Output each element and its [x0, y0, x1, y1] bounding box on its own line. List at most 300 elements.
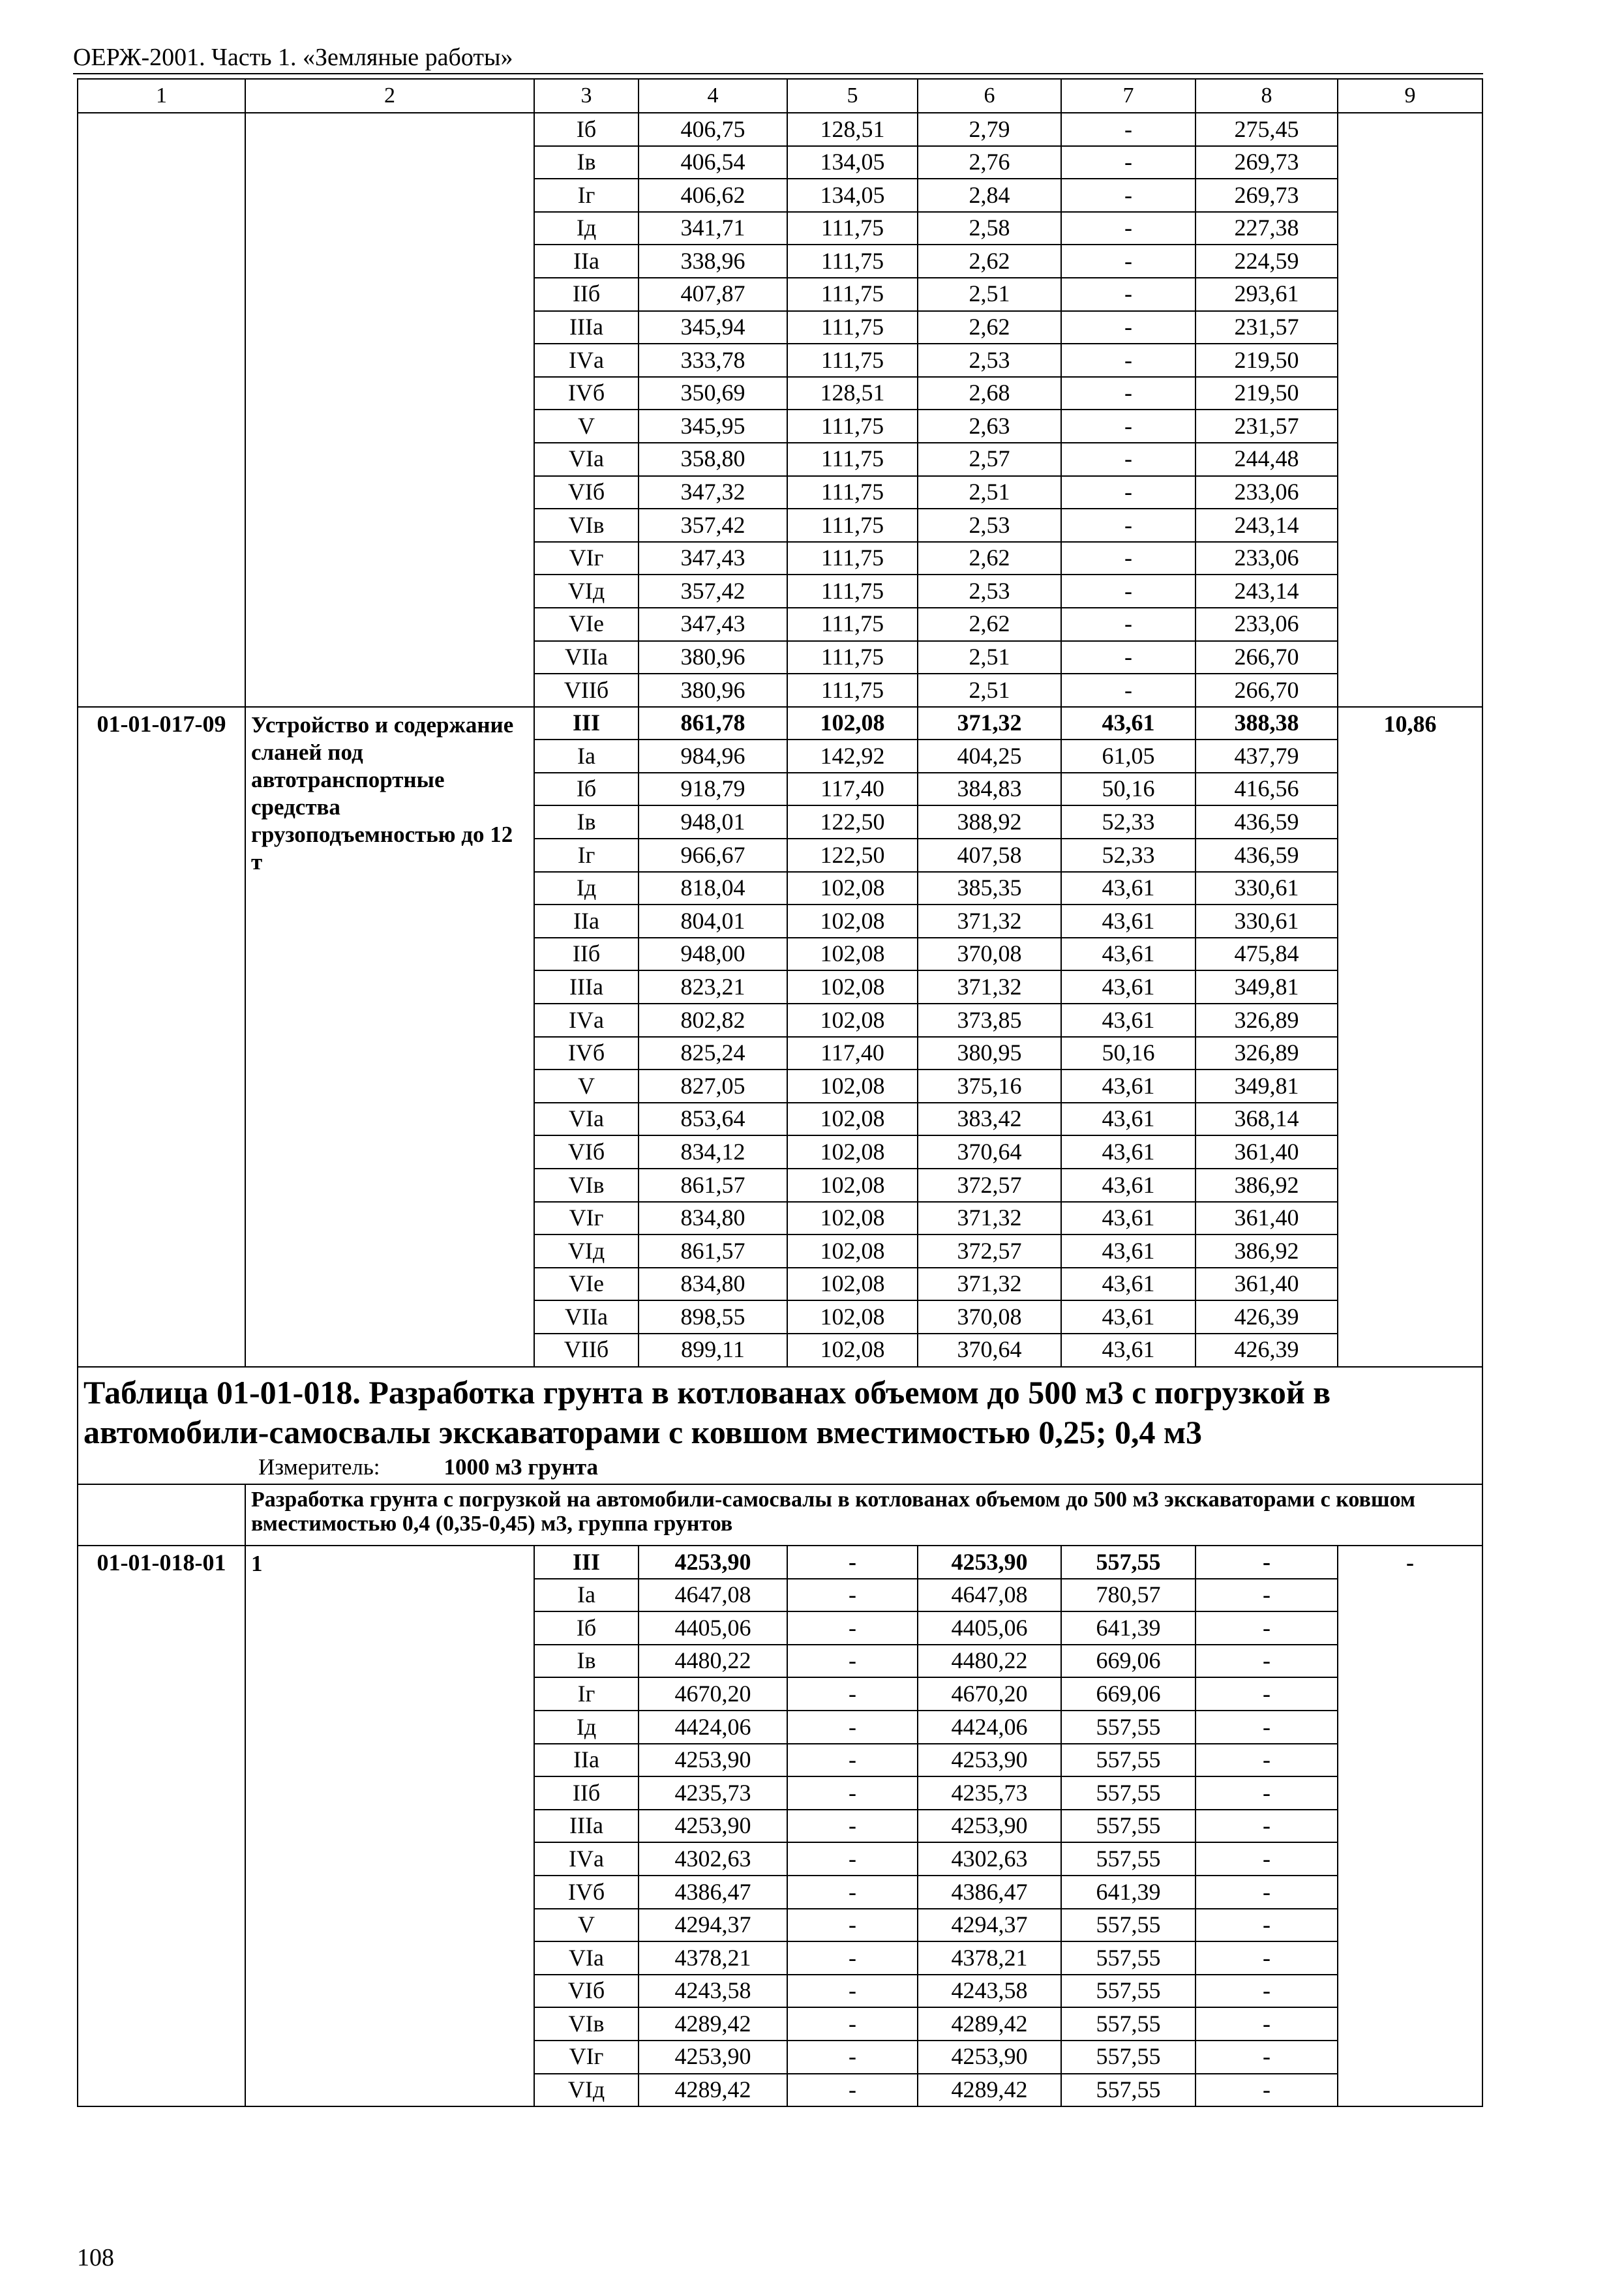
- value-cell: 347,32: [639, 476, 787, 509]
- value-cell: -: [1195, 1941, 1338, 1975]
- soil-group-cell: Iд: [534, 1711, 639, 1744]
- value-cell: 4243,58: [639, 1975, 787, 2008]
- value-cell: 2,62: [918, 245, 1061, 278]
- value-cell: 111,75: [787, 575, 918, 608]
- table-row: [78, 1546, 1482, 1579]
- value-cell: 834,80: [639, 1268, 787, 1301]
- soil-group-cell: Iв: [534, 146, 639, 179]
- item-code-cell: [78, 113, 245, 707]
- value-cell: 802,82: [639, 1004, 787, 1037]
- value-cell: 345,95: [639, 410, 787, 443]
- value-cell: 231,57: [1195, 410, 1338, 443]
- value-cell: 2,57: [918, 443, 1061, 476]
- value-cell: 669,06: [1061, 1677, 1195, 1711]
- soil-group-cell: IVа: [534, 1004, 639, 1037]
- value-cell: 102,08: [787, 1268, 918, 1301]
- value-cell: 350,69: [639, 377, 787, 410]
- value-cell: 111,75: [787, 278, 918, 311]
- value-cell: 2,51: [918, 674, 1061, 707]
- soil-group-cell: Iб: [534, 773, 639, 806]
- rates-table: [77, 78, 1483, 2107]
- value-cell: 899,11: [639, 1334, 787, 1367]
- value-cell: 330,61: [1195, 872, 1338, 905]
- value-cell: 4289,42: [639, 2074, 787, 2107]
- value-cell: 557,55: [1061, 2007, 1195, 2041]
- value-cell: 122,50: [787, 805, 918, 839]
- value-cell: 4647,08: [639, 1579, 787, 1612]
- value-cell: 823,21: [639, 970, 787, 1004]
- value-cell: 834,12: [639, 1135, 787, 1169]
- value-cell: 50,16: [1061, 773, 1195, 806]
- value-cell: 266,70: [1195, 641, 1338, 674]
- value-cell: 2,53: [918, 575, 1061, 608]
- value-cell: 557,55: [1061, 2041, 1195, 2074]
- value-cell: 128,51: [787, 377, 918, 410]
- value-cell: 371,32: [918, 905, 1061, 938]
- soil-group-cell: V: [534, 1070, 639, 1103]
- value-cell: 2,76: [918, 146, 1061, 179]
- value-cell: 386,92: [1195, 1234, 1338, 1268]
- value-cell: 233,06: [1195, 476, 1338, 509]
- value-cell: 102,08: [787, 1169, 918, 1202]
- value-cell: 557,55: [1061, 1909, 1195, 1942]
- value-cell: 818,04: [639, 872, 787, 905]
- value-cell: 43,61: [1061, 872, 1195, 905]
- value-cell: 111,75: [787, 608, 918, 641]
- value-cell: 361,40: [1195, 1202, 1338, 1235]
- value-cell: -: [1195, 1975, 1338, 2008]
- value-cell: 347,43: [639, 608, 787, 641]
- value-cell: 102,08: [787, 905, 918, 938]
- value-cell: 557,55: [1061, 1842, 1195, 1876]
- value-cell: 2,63: [918, 410, 1061, 443]
- value-cell: 102,08: [787, 1234, 918, 1268]
- value-cell: 404,25: [918, 740, 1061, 773]
- value-cell: 4253,90: [918, 1546, 1061, 1579]
- value-cell: 111,75: [787, 509, 918, 542]
- value-cell: 102,08: [787, 1103, 918, 1136]
- value-cell: 219,50: [1195, 377, 1338, 410]
- value-cell: 111,75: [787, 344, 918, 377]
- value-cell: 4289,42: [918, 2007, 1061, 2041]
- value-cell: 4235,73: [639, 1776, 787, 1810]
- soil-group-cell: IIIа: [534, 311, 639, 344]
- col9-cell: [1338, 113, 1482, 707]
- value-cell: 861,57: [639, 1234, 787, 1268]
- soil-group-cell: VIг: [534, 1202, 639, 1235]
- value-cell: 102,08: [787, 1300, 918, 1334]
- column-number-cell: 7: [1061, 79, 1195, 113]
- value-cell: 4302,63: [918, 1842, 1061, 1876]
- value-cell: 388,92: [918, 805, 1061, 839]
- soil-group-cell: VIе: [534, 1268, 639, 1301]
- col9-cell: -: [1338, 1546, 1482, 2106]
- value-cell: 918,79: [639, 773, 787, 806]
- value-cell: 380,95: [918, 1037, 1061, 1070]
- value-cell: 111,75: [787, 674, 918, 707]
- value-cell: -: [1061, 146, 1195, 179]
- soil-group-cell: VIа: [534, 1941, 639, 1975]
- value-cell: 2,68: [918, 377, 1061, 410]
- value-cell: 557,55: [1061, 1546, 1195, 1579]
- value-cell: 326,89: [1195, 1004, 1338, 1037]
- value-cell: 275,45: [1195, 113, 1338, 146]
- value-cell: 370,08: [918, 938, 1061, 971]
- value-cell: 436,59: [1195, 839, 1338, 872]
- value-cell: 43,61: [1061, 707, 1195, 740]
- soil-group-cell: III: [534, 1546, 639, 1579]
- value-cell: 948,00: [639, 938, 787, 971]
- soil-group-cell: IIа: [534, 245, 639, 278]
- value-cell: 61,05: [1061, 740, 1195, 773]
- value-cell: -: [1061, 344, 1195, 377]
- table-title-cell: [78, 1367, 1482, 1485]
- value-cell: -: [787, 2041, 918, 2074]
- soil-group-cell: VIд: [534, 2074, 639, 2107]
- value-cell: 372,57: [918, 1169, 1061, 1202]
- soil-group-cell: Iд: [534, 872, 639, 905]
- value-cell: 861,78: [639, 707, 787, 740]
- value-cell: -: [1195, 1744, 1338, 1777]
- value-cell: 4647,08: [918, 1579, 1061, 1612]
- value-cell: -: [1061, 575, 1195, 608]
- measure-label: Измеритель:: [258, 1454, 380, 1480]
- table-row: [78, 113, 1482, 146]
- value-cell: 371,32: [918, 1202, 1061, 1235]
- soil-group-cell: IIIа: [534, 970, 639, 1004]
- value-cell: 406,75: [639, 113, 787, 146]
- value-cell: 43,61: [1061, 905, 1195, 938]
- value-cell: 4302,63: [639, 1842, 787, 1876]
- value-cell: 804,01: [639, 905, 787, 938]
- value-cell: 437,79: [1195, 740, 1338, 773]
- value-cell: 358,80: [639, 443, 787, 476]
- value-cell: 371,32: [918, 707, 1061, 740]
- value-cell: -: [787, 1579, 918, 1612]
- value-cell: 349,81: [1195, 1070, 1338, 1103]
- value-cell: -: [1061, 212, 1195, 245]
- value-cell: 370,64: [918, 1334, 1061, 1367]
- soil-group-cell: Iг: [534, 1677, 639, 1711]
- soil-group-cell: VIIа: [534, 641, 639, 674]
- value-cell: 669,06: [1061, 1645, 1195, 1678]
- value-cell: 385,35: [918, 872, 1061, 905]
- value-cell: 2,62: [918, 608, 1061, 641]
- value-cell: 2,79: [918, 113, 1061, 146]
- value-cell: -: [787, 1645, 918, 1678]
- value-cell: 43,61: [1061, 1268, 1195, 1301]
- value-cell: 475,84: [1195, 938, 1338, 971]
- value-cell: 128,51: [787, 113, 918, 146]
- value-cell: 43,61: [1061, 1135, 1195, 1169]
- value-cell: 4378,21: [918, 1941, 1061, 1975]
- value-cell: -: [787, 1776, 918, 1810]
- value-cell: 111,75: [787, 542, 918, 575]
- value-cell: 345,94: [639, 311, 787, 344]
- value-cell: 557,55: [1061, 1941, 1195, 1975]
- value-cell: 357,42: [639, 509, 787, 542]
- value-cell: 2,62: [918, 311, 1061, 344]
- value-cell: 330,61: [1195, 905, 1338, 938]
- value-cell: -: [1061, 608, 1195, 641]
- value-cell: 861,57: [639, 1169, 787, 1202]
- value-cell: 111,75: [787, 311, 918, 344]
- column-number-cell: 4: [639, 79, 787, 113]
- soil-group-cell: IVа: [534, 344, 639, 377]
- table-body: [78, 79, 1482, 2106]
- col9-cell: 10,86: [1338, 707, 1482, 1367]
- value-cell: 43,61: [1061, 1300, 1195, 1334]
- value-cell: 827,05: [639, 1070, 787, 1103]
- value-cell: 4253,90: [639, 1546, 787, 1579]
- value-cell: 102,08: [787, 1070, 918, 1103]
- value-cell: -: [1061, 113, 1195, 146]
- value-cell: 102,08: [787, 1004, 918, 1037]
- value-cell: 406,54: [639, 146, 787, 179]
- value-cell: 4405,06: [918, 1611, 1061, 1645]
- value-cell: 4670,20: [918, 1677, 1061, 1711]
- column-number-row: [78, 79, 1482, 113]
- soil-group-cell: III: [534, 707, 639, 740]
- value-cell: -: [787, 1677, 918, 1711]
- value-cell: -: [1061, 377, 1195, 410]
- value-cell: 341,71: [639, 212, 787, 245]
- value-cell: 111,75: [787, 212, 918, 245]
- value-cell: 111,75: [787, 245, 918, 278]
- value-cell: 368,14: [1195, 1103, 1338, 1136]
- soil-group-cell: Iв: [534, 1645, 639, 1678]
- value-cell: 898,55: [639, 1300, 787, 1334]
- value-cell: 4289,42: [918, 2074, 1061, 2107]
- value-cell: 117,40: [787, 1037, 918, 1070]
- value-cell: 557,55: [1061, 2074, 1195, 2107]
- value-cell: 4253,90: [639, 1810, 787, 1843]
- measure-value: 1000 м3 грунта: [444, 1454, 599, 1480]
- value-cell: 4289,42: [639, 2007, 787, 2041]
- soil-group-cell: Iа: [534, 740, 639, 773]
- value-cell: 641,39: [1061, 1876, 1195, 1909]
- value-cell: -: [1061, 443, 1195, 476]
- soil-group-cell: VIб: [534, 1975, 639, 2008]
- value-cell: 361,40: [1195, 1135, 1338, 1169]
- item-code-cell: 01-01-018-01: [78, 1546, 245, 2106]
- value-cell: 134,05: [787, 179, 918, 212]
- value-cell: 244,48: [1195, 443, 1338, 476]
- soil-group-cell: IIа: [534, 905, 639, 938]
- value-cell: 984,96: [639, 740, 787, 773]
- value-cell: 426,39: [1195, 1300, 1338, 1334]
- empty-cell: [78, 1484, 245, 1546]
- soil-group-cell: VIг: [534, 542, 639, 575]
- page-header-title: ОЕРЖ-2001. Часть 1. «Земляные работы»: [73, 44, 513, 71]
- soil-group-cell: VIв: [534, 509, 639, 542]
- value-cell: 134,05: [787, 146, 918, 179]
- value-cell: 4378,21: [639, 1941, 787, 1975]
- value-cell: 388,38: [1195, 707, 1338, 740]
- value-cell: 361,40: [1195, 1268, 1338, 1301]
- value-cell: -: [787, 1941, 918, 1975]
- soil-group-cell: IVб: [534, 1876, 639, 1909]
- value-cell: 52,33: [1061, 839, 1195, 872]
- soil-group-cell: VIа: [534, 1103, 639, 1136]
- soil-group-cell: Iг: [534, 179, 639, 212]
- item-description-cell: [245, 113, 534, 707]
- value-cell: 383,42: [918, 1103, 1061, 1136]
- value-cell: 371,32: [918, 1268, 1061, 1301]
- value-cell: 853,64: [639, 1103, 787, 1136]
- value-cell: 4405,06: [639, 1611, 787, 1645]
- item-description-cell: Устройство и содержание сланей под автотранспортные средства грузоподъемностью до 12 т: [245, 707, 534, 1367]
- value-cell: 43,61: [1061, 938, 1195, 971]
- value-cell: 266,70: [1195, 674, 1338, 707]
- value-cell: 380,96: [639, 674, 787, 707]
- value-cell: 386,92: [1195, 1169, 1338, 1202]
- value-cell: -: [1195, 1611, 1338, 1645]
- value-cell: -: [1061, 311, 1195, 344]
- value-cell: 333,78: [639, 344, 787, 377]
- value-cell: 436,59: [1195, 805, 1338, 839]
- value-cell: -: [787, 1810, 918, 1843]
- measure-line: [258, 1455, 1477, 1480]
- value-cell: 142,92: [787, 740, 918, 773]
- value-cell: 4294,37: [918, 1909, 1061, 1942]
- column-number-cell: 1: [78, 79, 245, 113]
- value-cell: 966,67: [639, 839, 787, 872]
- item-description-cell: 1: [245, 1546, 534, 2106]
- value-cell: 370,08: [918, 1300, 1061, 1334]
- header-rule: [73, 73, 1483, 74]
- value-cell: 4480,22: [918, 1645, 1061, 1678]
- value-cell: 4235,73: [918, 1776, 1061, 1810]
- value-cell: -: [1195, 1909, 1338, 1942]
- value-cell: 557,55: [1061, 1744, 1195, 1777]
- value-cell: -: [1195, 1579, 1338, 1612]
- value-cell: 380,96: [639, 641, 787, 674]
- value-cell: -: [1195, 1677, 1338, 1711]
- value-cell: 834,80: [639, 1202, 787, 1235]
- soil-group-cell: VIб: [534, 476, 639, 509]
- soil-group-cell: IIб: [534, 1776, 639, 1810]
- value-cell: 2,53: [918, 344, 1061, 377]
- value-cell: 4670,20: [639, 1677, 787, 1711]
- soil-group-cell: IVб: [534, 1037, 639, 1070]
- value-cell: -: [787, 1975, 918, 2008]
- value-cell: 50,16: [1061, 1037, 1195, 1070]
- soil-group-cell: Iв: [534, 805, 639, 839]
- value-cell: 43,61: [1061, 1070, 1195, 1103]
- soil-group-cell: VIIб: [534, 1334, 639, 1367]
- value-cell: 4243,58: [918, 1975, 1061, 2008]
- value-cell: 2,84: [918, 179, 1061, 212]
- value-cell: 102,08: [787, 872, 918, 905]
- value-cell: 43,61: [1061, 1103, 1195, 1136]
- value-cell: 557,55: [1061, 1711, 1195, 1744]
- value-cell: 2,51: [918, 641, 1061, 674]
- value-cell: -: [1061, 245, 1195, 278]
- value-cell: -: [1061, 278, 1195, 311]
- column-number-cell: 6: [918, 79, 1061, 113]
- value-cell: 557,55: [1061, 1776, 1195, 1810]
- soil-group-cell: Iб: [534, 113, 639, 146]
- soil-group-cell: VIв: [534, 1169, 639, 1202]
- value-cell: 243,14: [1195, 575, 1338, 608]
- value-cell: 102,08: [787, 707, 918, 740]
- value-cell: 43,61: [1061, 1004, 1195, 1037]
- value-cell: -: [1061, 509, 1195, 542]
- soil-group-cell: Iг: [534, 839, 639, 872]
- value-cell: 338,96: [639, 245, 787, 278]
- value-cell: 406,62: [639, 179, 787, 212]
- value-cell: -: [787, 1842, 918, 1876]
- value-cell: -: [1061, 410, 1195, 443]
- soil-group-cell: IIб: [534, 938, 639, 971]
- value-cell: 269,73: [1195, 146, 1338, 179]
- soil-group-cell: VIд: [534, 1234, 639, 1268]
- value-cell: 2,58: [918, 212, 1061, 245]
- value-cell: 43,61: [1061, 970, 1195, 1004]
- value-cell: 117,40: [787, 773, 918, 806]
- value-cell: -: [787, 1546, 918, 1579]
- value-cell: 43,61: [1061, 1334, 1195, 1367]
- value-cell: 4386,47: [918, 1876, 1061, 1909]
- value-cell: -: [1061, 674, 1195, 707]
- value-cell: 43,61: [1061, 1169, 1195, 1202]
- subheading-cell: Разработка грунта с погрузкой на автомобили-самосвалы в котлованах объемом до 500 м3 экскаваторами с ковшом вместимостью 0,4 (0,35-0,45) м3, группа грунтов: [245, 1484, 1482, 1546]
- value-cell: -: [1195, 1810, 1338, 1843]
- soil-group-cell: IIIа: [534, 1810, 639, 1843]
- value-cell: 2,53: [918, 509, 1061, 542]
- value-cell: 52,33: [1061, 805, 1195, 839]
- table-title-row: [78, 1367, 1482, 1485]
- value-cell: 231,57: [1195, 311, 1338, 344]
- value-cell: 4424,06: [918, 1711, 1061, 1744]
- soil-group-cell: Iд: [534, 212, 639, 245]
- value-cell: 111,75: [787, 443, 918, 476]
- value-cell: -: [1195, 1546, 1338, 1579]
- value-cell: 122,50: [787, 839, 918, 872]
- value-cell: 948,01: [639, 805, 787, 839]
- soil-group-cell: VIе: [534, 608, 639, 641]
- value-cell: 111,75: [787, 476, 918, 509]
- value-cell: 326,89: [1195, 1037, 1338, 1070]
- soil-group-cell: IVа: [534, 1842, 639, 1876]
- soil-group-cell: VIб: [534, 1135, 639, 1169]
- value-cell: 357,42: [639, 575, 787, 608]
- soil-group-cell: IVб: [534, 377, 639, 410]
- value-cell: 416,56: [1195, 773, 1338, 806]
- value-cell: -: [1195, 1776, 1338, 1810]
- value-cell: -: [787, 1744, 918, 1777]
- soil-group-cell: VIд: [534, 575, 639, 608]
- page-number: 108: [77, 2244, 114, 2271]
- column-number-cell: 9: [1338, 79, 1482, 113]
- column-number-cell: 8: [1195, 79, 1338, 113]
- value-cell: 426,39: [1195, 1334, 1338, 1367]
- column-number-cell: 3: [534, 79, 639, 113]
- value-cell: -: [787, 1909, 918, 1942]
- value-cell: 102,08: [787, 970, 918, 1004]
- value-cell: 233,06: [1195, 542, 1338, 575]
- value-cell: 102,08: [787, 1334, 918, 1367]
- value-cell: -: [1061, 542, 1195, 575]
- value-cell: 102,08: [787, 1135, 918, 1169]
- value-cell: 347,43: [639, 542, 787, 575]
- column-number-cell: 2: [245, 79, 534, 113]
- value-cell: -: [1061, 179, 1195, 212]
- value-cell: 371,32: [918, 970, 1061, 1004]
- value-cell: -: [1061, 641, 1195, 674]
- value-cell: 111,75: [787, 410, 918, 443]
